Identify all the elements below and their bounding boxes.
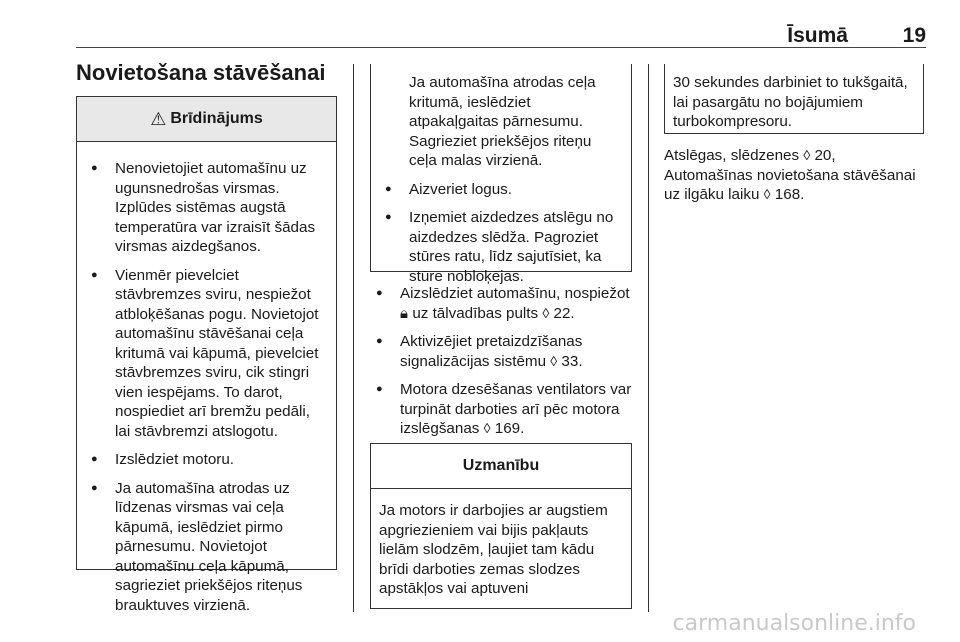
page-ref-icon: ◊ (550, 352, 558, 369)
column-divider (648, 64, 649, 612)
warning-continuation: Ja automašīna atrodas ceļa kritumā, ieslēdziet atpakaļgaitas pārnesumu. Sagrieziet priekšējos riteņu ceļa malas virzienā. (409, 74, 596, 169)
page-ref[interactable]: 33. (561, 352, 583, 370)
cross-references (664, 146, 934, 205)
list-item: ● Izslēdziet motoru. (85, 450, 328, 470)
warning-box-continued (370, 64, 632, 285)
page-ref-icon: ◊ (542, 304, 550, 321)
warning-title: Brīdinājums (170, 110, 263, 127)
caution-box-continued (664, 64, 924, 134)
caution-continuation: 30 sekundes darbiniet to tukšgaitā, lai pasargātu no bojājumiem turbokompresoru. (673, 74, 908, 130)
warning-list-continued (379, 180, 621, 287)
lock-icon: 🔒︎ (400, 304, 409, 322)
list-item: ● Motora dzesēšanas ventilators var turpināt darboties arī pēc motora izslēgšanas ◊ 169. (370, 380, 632, 439)
running-header-title: Īsumā (787, 24, 848, 47)
page-ref-icon: ◊ (763, 186, 771, 202)
page-ref[interactable]: 169. (494, 420, 525, 437)
warning-header (77, 96, 336, 142)
column-divider (353, 64, 354, 612)
warning-list (85, 159, 328, 615)
page-ref[interactable]: 168. (774, 186, 805, 203)
watermark: carmanualsonline.info (672, 611, 916, 636)
warning-box (76, 96, 337, 614)
steps-list (370, 284, 632, 439)
page-ref[interactable]: 20, (814, 147, 836, 164)
header-rule (76, 47, 926, 48)
list-item: ● Vienmēr pievelciet stāvbremzes sviru, nespiežot atbloķēšanas pogu. Novietojot automašīnu stāvēšanai ceļa kritumā vai kāpumā, pievelciet stāvbremzes sviru, cik stingri vien iespējams. To darot, nospiediet arī bremžu pedāli, lai stāvbremzi atslogotu. (85, 266, 328, 442)
list-item: ● Aizveriet logus. (379, 180, 621, 200)
list-item: ● Nenovietojiet automašīnu uz ugunsnedrošas virsmas. Izplūdes sistēmas augstā temperatūra var izraisīt šādas virsmas aizdegšanos. (85, 159, 328, 257)
reference-line: Automašīnas novietošana stāvēšanai uz ilgāku laiku ◊ 168. (664, 166, 916, 203)
warning-triangle-icon: ⚠ (150, 109, 167, 129)
caution-box (370, 443, 632, 609)
page-number: 19 (902, 24, 926, 47)
list-item: ● Izņemiet aizdedzes atslēgu no aizdedzes slēdža. Pagroziet stūres ratu, līdz sajutīsiet, ka stūre nobloķējas. (379, 208, 621, 286)
list-item: ● Aizslēdziet automašīnu, nospiežot 🔒︎ uz tālvadības pults ◊ 22. (370, 284, 632, 323)
section-title: Novietošana stāvēšanai (76, 60, 326, 85)
page-ref[interactable]: 22. (553, 304, 575, 322)
list-item: ● Aktivizējiet pretaizdzīšanas signalizācijas sistēmu ◊ 33. (370, 332, 632, 371)
caution-title: Uzmanību (371, 443, 631, 489)
caution-body: Ja motors ir darbojies ar augstiem apgriezieniem vai bijis pakļauts lielām slodzēm, ļaujiet tam kādu brīdi darboties zemas slodzes apstākļos vai aptuveni (379, 502, 608, 597)
page-ref-icon: ◊ (483, 420, 491, 436)
list-item: ● Ja automašīna atrodas uz līdzenas virsmas vai ceļa kāpumā, ieslēdziet pirmo pārnesumu. Novietojot automašīnu ceļa kāpumā, sagrieziet priekšējos riteņus brauktuves virzienā. (85, 479, 328, 616)
reference-line: Atslēgas, slēdzenes ◊ 20, (664, 147, 836, 164)
page-ref-icon: ◊ (803, 147, 811, 163)
